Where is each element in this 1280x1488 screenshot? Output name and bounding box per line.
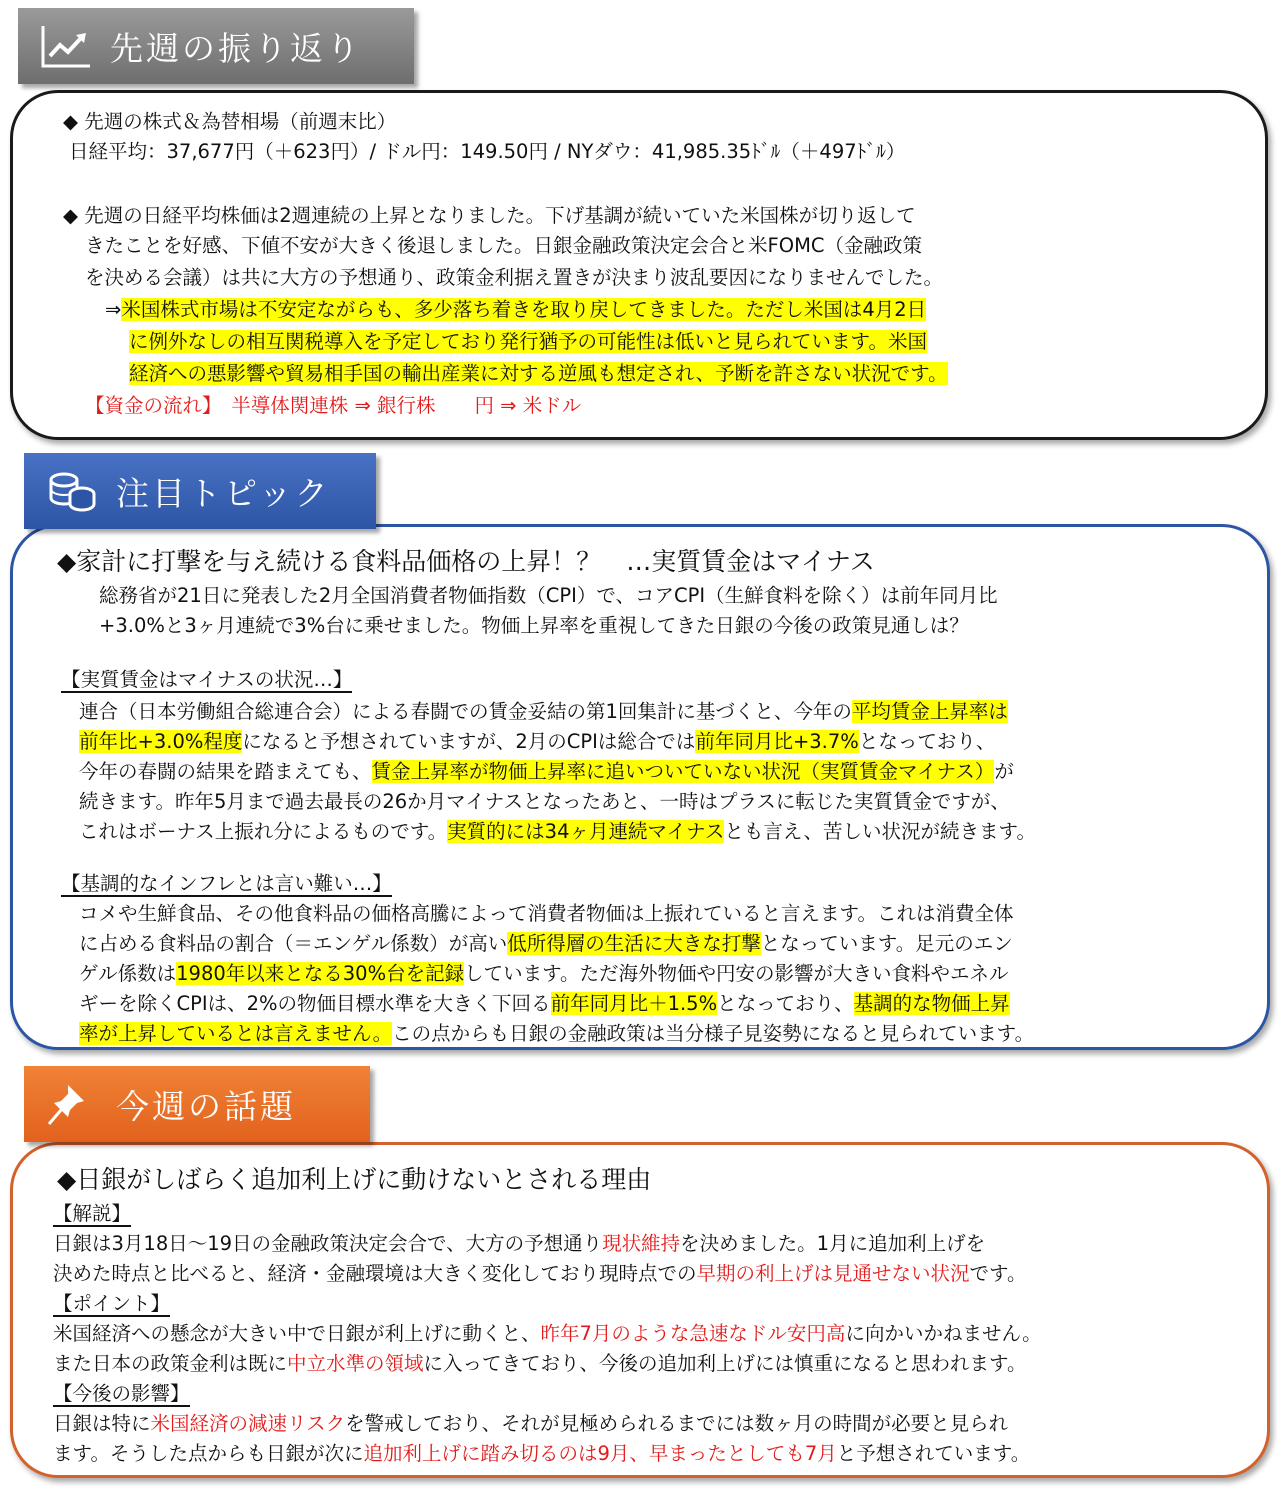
topic-paragraph: 続きます。昨年5月まで過去最長の26か月マイナスとなったあと、一時はプラスに転じた実質賃金ですが、 [79, 790, 1010, 813]
topic-paragraph: 率が上昇しているとは言えません。この点からも日銀の金融政策は当分様子見姿勢になると見られています。 [79, 1022, 1035, 1045]
review-outlook: に例外なしの相互関税導入を予定しており発行猶予の可能性は低いと見られています。米国 [129, 330, 927, 353]
weekly-paragraph: 日銀は特に米国経済の減速リスクを警戒しており、それが見極められるまでには数ヶ月の時間が必要と見られ [53, 1412, 1009, 1435]
subheading-inflation: 【基調的なインフレとは言い難い…】 [61, 872, 392, 895]
topic-paragraph: これはボーナス上振れ分によるものです。実質的には34ヶ月連続マイナスとも言え、苦しい状況が続きます。 [79, 820, 1036, 843]
review-outlook: ⇒米国株式市場は不安定ながらも、多少落ち着きを取り戻してきました。ただし米国は4月2日 [105, 298, 927, 321]
weekly-panel [10, 1142, 1270, 1478]
label-explanation: 【解説】 [53, 1202, 132, 1225]
section-title-weekly: 今週の話題 [116, 1086, 296, 1126]
topic-paragraph: コメや生鮮食品、その他食料品の価格高騰によって消費者物価は上振れていると言えます。これは消費全体 [79, 902, 1014, 925]
weekly-paragraph: 日銀は3月18日～19日の金融政策決定会合で、大方の予想通り現状維持を決めました。1月に追加利上げを [53, 1232, 986, 1255]
weekly-headline: ◆日銀がしばらく追加利上げに動けないとされる理由 [57, 1165, 652, 1194]
review-text: きたことを好感、下値不安が大きく後退しました。日銀金融政策決定会合と米FOMC（金融政策 [85, 234, 923, 257]
weekly-paragraph: ます。そうした点からも日銀が次に追加利上げに踏み切るのは9月、早まったとしても7月と予想されています。 [53, 1442, 1031, 1465]
section-title-review: 先週の振り返り [110, 28, 362, 68]
section-tab-weekly [24, 1066, 370, 1142]
section-tab-review [18, 8, 414, 84]
topic-paragraph: 連合（日本労働組合総連合会）による春闘での賃金妥結の第1回集計に基づくと、今年の平均賃金上昇率は [79, 700, 1008, 723]
topic-paragraph: ゲル係数は1980年以来となる30%台を記録しています。ただ海外物価や円安の影響が大きい食料やエネル [79, 962, 1009, 985]
section-title-topic: 注目トピック [116, 473, 331, 513]
topic-panel [10, 524, 1270, 1050]
review-panel [10, 90, 1268, 440]
review-text: ◆ 先週の日経平均株価は2週連続の上昇となりました。下げ基調が続いていた米国株が切り返して [63, 204, 916, 227]
weekly-paragraph: また日本の政策金利は既に中立水準の領域に入ってきており、今後の追加利上げには慎重になると思われます。 [53, 1352, 1027, 1375]
market-summary: 日経平均：37,677円（＋623円）/ ドル円：149.50円 / NYダウ：41,985.35ﾄﾞﾙ（＋497ﾄﾞﾙ） [69, 140, 906, 163]
section-tab-topic [24, 453, 376, 529]
coins-icon [46, 468, 98, 514]
review-text: を決める会議）は共に大方の予想通り、政策金利据え置きが決まり波乱要因になりませんでした。 [85, 266, 944, 289]
topic-intro: +3.0%と3ヶ月連続で3%台に乗せました。物価上昇率を重視してきた日銀の今後の政策見通しは？ [99, 614, 969, 637]
chart-trend-icon [40, 23, 92, 69]
topic-paragraph: 今年の春闘の結果を踏まえても、賃金上昇率が物価上昇率に追いついていない状況（実質賃金マイナス）が [79, 760, 1014, 783]
label-point: 【ポイント】 [53, 1292, 171, 1315]
fund-flow: 【資金の流れ】 半導体関連株 ⇒ 銀行株 円 ⇒ 米ドル [85, 394, 582, 417]
pushpin-icon [46, 1081, 98, 1127]
weekly-paragraph: 米国経済への懸念が大きい中で日銀が利上げに動くと、昨年7月のような急速なドル安円高に向かいかねません。 [53, 1322, 1042, 1345]
weekly-paragraph: 決めた時点と比べると、経済・金融環境は大きく変化しており現時点での早期の利上げは見通せない状況です。 [53, 1262, 1027, 1285]
review-outlook: 経済への悪影響や貿易相手国の輸出産業に対する逆風も想定され、予断を許さない状況です。 [129, 362, 948, 385]
review-heading: ◆ 先週の株式＆為替相場（前週末比） [63, 110, 397, 133]
topic-paragraph: に占める食料品の割合（＝エンゲル係数）が高い低所得層の生活に大きな打撃となっています。足元のエン [79, 932, 1013, 955]
topic-paragraph: 前年比+3.0%程度になると予想されていますが、2月のCPIは総合では前年同月比+3.7%となっており、 [79, 730, 996, 753]
topic-headline: ◆家計に打撃を与え続ける食料品価格の上昇！？ …実質賃金はマイナス [57, 547, 875, 576]
label-impact: 【今後の影響】 [53, 1382, 190, 1405]
topic-intro: 総務省が21日に発表した2月全国消費者物価指数（CPI）で、コアCPI（生鮮食料を除く）は前年同月比 [99, 584, 998, 607]
topic-paragraph: ギーを除くCPIは、2%の物価目標水準を大きく下回る前年同月比＋1.5%となっており、基調的な物価上昇 [79, 992, 1010, 1015]
subheading-wages: 【実質賃金はマイナスの状況…】 [61, 668, 353, 691]
